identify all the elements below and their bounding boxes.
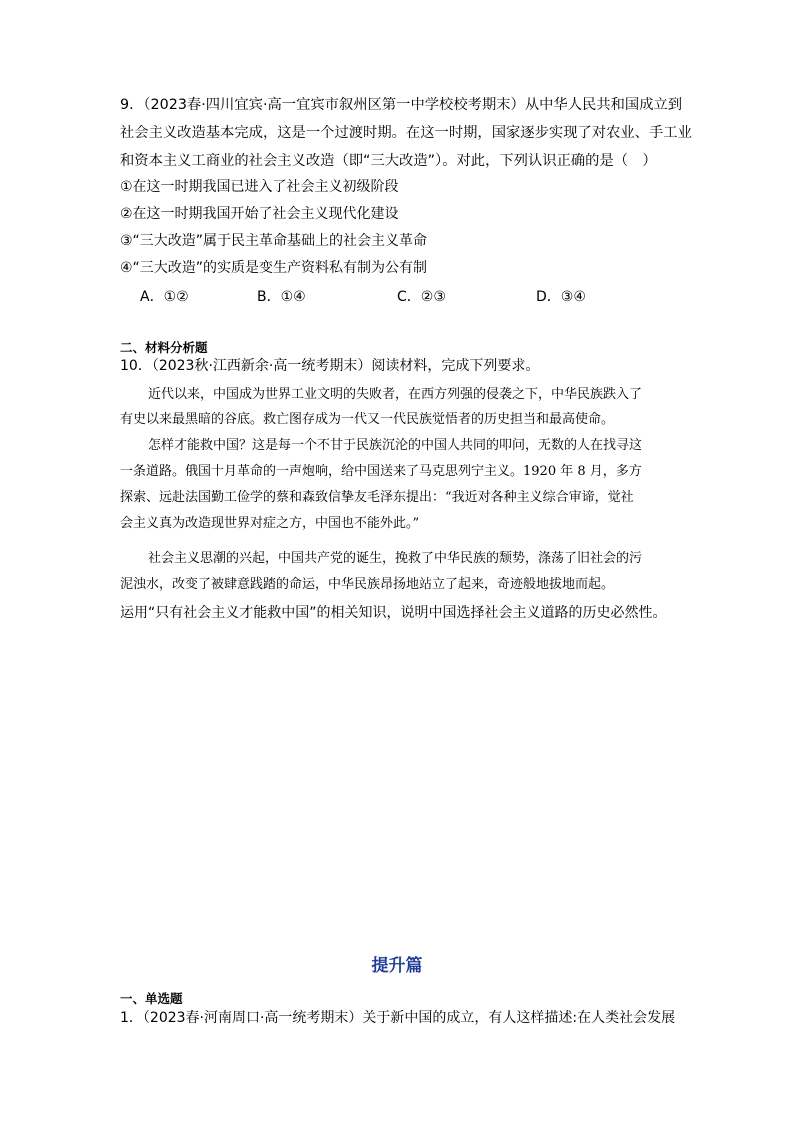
- q10-header: 10．（2023秋·江西新余·高一统考期末）阅读材料，完成下列要求。: [120, 358, 540, 374]
- advanced-section-title: 提升篇: [371, 956, 423, 976]
- q10-task: 运用“只有社会主义才能救中国”的相关知识，说明中国选择社会主义道路的历史必然性。: [120, 605, 667, 621]
- q10-material-p2-line1: 怎样才能救中国？这是每一个不甘于民族沉沦的中国人共同的叩问，无数的人在找寻这: [148, 438, 643, 453]
- q9-options: [140, 287, 700, 307]
- q9-stem-line1: 9．（2023春·四川宜宾·高一宜宾市叙州区第一中学校校考期末）从中华人民共和国成立到: [120, 97, 683, 113]
- q9-statement-4: ④“三大改造”的实质是变生产资料私有制为公有制: [120, 260, 428, 276]
- section-title-material-analysis: 二、材料分析题: [120, 340, 208, 355]
- q10-material-p2-line3: 探索、远赴法国勤工俭学的蔡和森致信挚友毛泽东提出：“我近对各种主义综合审谛，觉社: [120, 490, 634, 505]
- q9-stem-line3: 和资本主义工商业的社会主义改造（即“三大改造”）。对此，下列认识正确的是（ ）: [120, 153, 657, 169]
- q10-material-p1-line1: 近代以来，中国成为世界工业文明的失败者，在西方列强的侵袭之下，中华民族跌入了: [148, 387, 643, 402]
- q9-option-d: D．③④: [536, 289, 586, 305]
- q9-option-b: B．①④: [257, 289, 306, 305]
- q10-material-p2-line2: 一条道路。俄国十月革命的一声炮响，给中国送来了马克思列宁主义。1920 年 8 月，多方: [120, 464, 642, 479]
- q9-option-a: A．①②: [140, 289, 189, 305]
- q9-statement-2: ②在这一时期我国开始了社会主义现代化建设: [120, 206, 399, 222]
- advanced-q1-stem: 1．（2023春·河南周口·高一统考期末）关于新中国的成立，有人这样描述:在人类社会发展: [120, 1010, 676, 1026]
- q9-statement-3: ③“三大改造”属于民主革命基础上的社会主义革命: [120, 233, 428, 249]
- q10-material-p3-line1: 社会主义思潮的兴起，中国共产党的诞生，挽救了中华民族的颓势，涤荡了旧社会的污: [148, 551, 643, 566]
- q9-stem-line2: 社会主义改造基本完成，这是一个过渡时期。在这一时期，国家逐步实现了对农业、手工业: [120, 125, 692, 141]
- q10-material-p1-line2: 有史以来最黑暗的谷底。救亡图存成为一代又一代民族觉悟者的历史担当和最高使命。: [120, 412, 615, 427]
- q10-material-p3-line2: 泥浊水，改变了被肆意践踏的命运，中华民族昂扬地站立了起来，奇迹般地拔地而起。: [120, 577, 615, 592]
- section-title-single-choice: 一、单选题: [120, 991, 183, 1006]
- q9-option-c: C．②③: [397, 289, 446, 305]
- q9-statement-1: ①在这一时期我国已进入了社会主义初级阶段: [120, 179, 399, 195]
- q10-material-p2-line4: 会主义真为改造现世界对症之方，中国也不能外此。”: [120, 516, 420, 531]
